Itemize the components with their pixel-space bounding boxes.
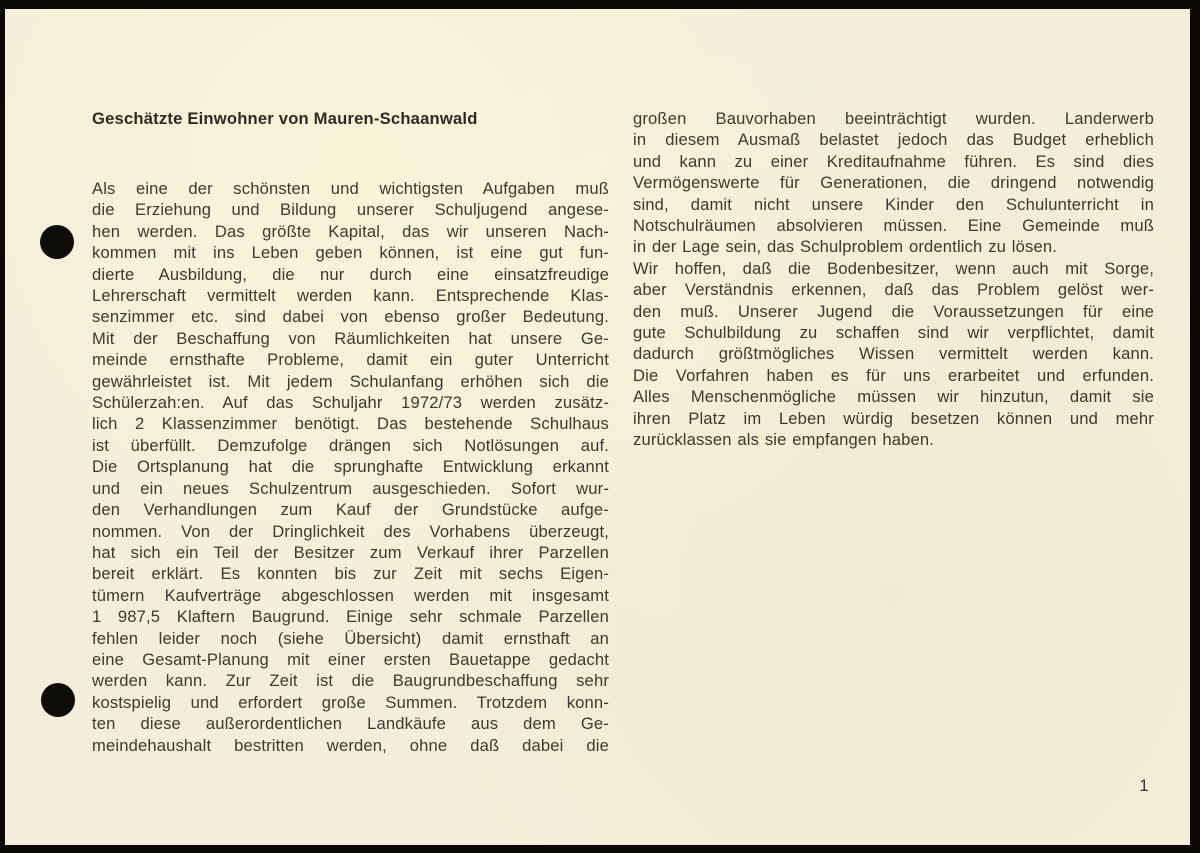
text-line: meinde ernsthafte Probleme, damit ein guter Unterricht (92, 350, 609, 370)
text-line: bereit erklärt. Es konnten bis zur Zeit mit sechs Eigen- (92, 564, 609, 584)
text-line: die Erziehung und Bildung unserer Schuljugend angese- (92, 200, 609, 220)
text-line: zurücklassen als sie empfangen haben. (633, 430, 935, 450)
text-line: 1 987,5 Klaftern Baugrund. Einige sehr schmale Parzellen (92, 607, 609, 627)
text-line: dadurch größtmögliches Wissen vermittelt werden kann. (633, 344, 1154, 364)
left-text-column (92, 178, 609, 756)
text-line: Vermögenswerte für Generationen, die dringend notwendig (633, 173, 1154, 193)
punch-hole-bottom-icon (41, 683, 75, 717)
text-line: meindehaushalt bestritten werden, ohne daß dabei die (92, 735, 609, 755)
text-line: und kann zu einer Kreditaufnahme führen. Es sind dies (633, 151, 1154, 171)
text-line: ist überfüllt. Demzufolge drängen sich Notlösungen auf. (92, 435, 609, 455)
text-line: tümern Kaufverträge abgeschlossen werden mit insgesamt (92, 585, 609, 605)
text-line: ten diese außerordentlichen Landkäufe aus dem Ge- (92, 714, 609, 734)
page-title: Geschätzte Einwohner von Mauren-Schaanwald (92, 109, 478, 128)
text-line: und ein neues Schulzentrum ausgeschieden. Sofort wur- (92, 478, 609, 498)
text-line: hen werden. Das größte Kapital, das wir unseren Nach- (92, 221, 609, 241)
text-line: senzimmer etc. sind dabei von ebenso großer Bedeutung. (92, 307, 609, 327)
text-line: den Verhandlungen zum Kauf der Grundstücke aufge- (92, 500, 609, 520)
text-line: fehlen leider noch (siehe Übersicht) damit ernsthaft an (92, 628, 609, 648)
text-line: Alles Menschenmögliche müssen wir hinzutun, damit sie (633, 387, 1154, 407)
text-line: kostspielig und erfordert große Summen. Trotzdem konn- (92, 692, 609, 712)
text-line: sind, damit nicht unsere Kinder den Schulunterricht in (633, 194, 1154, 214)
text-line: werden kann. Zur Zeit ist die Baugrundbeschaffung sehr (92, 671, 609, 691)
text-line: Die Vorfahren haben es für uns erarbeitet und erfunden. (633, 365, 1154, 385)
text-line: gute Schulbildung zu schaffen sind wir verpflichtet, damit (633, 323, 1154, 343)
text-line: Lehrerschaft vermittelt werden kann. Entsprechende Klas- (92, 286, 609, 306)
text-line: in diesem Ausmaß belastet jedoch das Budget erheblich (633, 130, 1154, 150)
text-line: Notschulräumen absolvieren müssen. Eine Gemeinde muß (633, 216, 1154, 236)
text-line: den muß. Unserer Jugend die Voraussetzungen für eine (633, 301, 1154, 321)
text-line: hat sich ein Teil der Besitzer zum Verkauf ihrer Parzellen (92, 542, 609, 562)
paper-sheet (5, 9, 1190, 845)
text-line: aber Verständnis erkennen, daß das Problem gelöst wer- (633, 280, 1154, 300)
text-line: ihren Platz im Leben würdig besetzen können und mehr (633, 408, 1154, 428)
text-line: Wir hoffen, daß die Bodenbesitzer, wenn auch mit Sorge, (633, 258, 1154, 278)
text-line: lich 2 Klassenzimmer benötigt. Das bestehende Schulhaus (92, 414, 609, 434)
page-number: 1 (1139, 777, 1149, 795)
text-line: gewährleistet ist. Mit jedem Schulanfang erhöhen sich die (92, 371, 609, 391)
punch-hole-top-icon (40, 225, 74, 259)
text-line: Mit der Beschaffung von Räumlichkeiten hat unsere Ge- (92, 328, 609, 348)
text-line: nommen. Von der Dringlichkeit des Vorhabens überzeugt, (92, 521, 609, 541)
text-line: Als eine der schönsten und wichtigsten Aufgaben muß (92, 179, 609, 198)
text-line: Schülerzah:en. Auf das Schuljahr 1972/73 werden zusätz- (92, 393, 609, 413)
text-line: eine Gesamt-Planung mit einer ersten Bauetappe gedacht (92, 649, 609, 669)
text-line: kommen mit ins Leben geben können, ist eine gut fun- (92, 243, 609, 263)
text-line: dierte Ausbildung, die nur durch eine einsatzfreudige (92, 264, 609, 284)
text-line: Die Ortsplanung hat die sprunghafte Entwicklung erkannt (92, 457, 609, 477)
text-line: großen Bauvorhaben beeinträchtigt wurden. Landerwerb (633, 109, 1154, 128)
text-line: in der Lage sein, das Schulproblem ordentlich zu lösen. (633, 237, 1057, 257)
right-text-column (633, 108, 1154, 451)
